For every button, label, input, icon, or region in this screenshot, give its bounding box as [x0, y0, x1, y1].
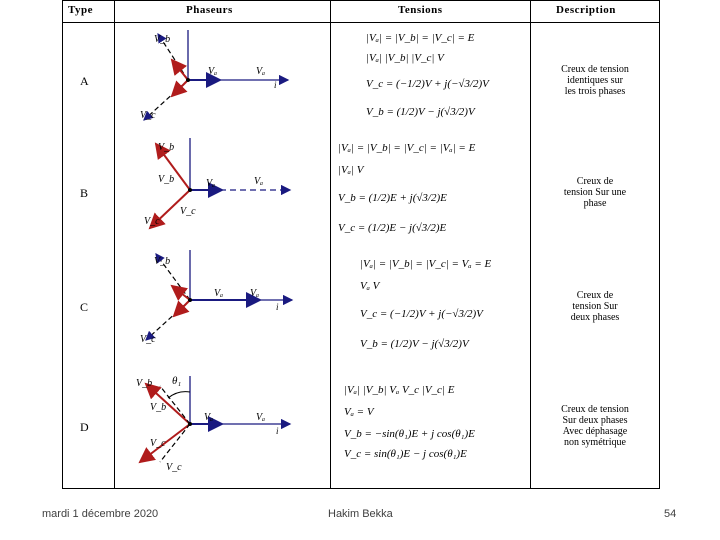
type-label-a: A: [80, 74, 89, 88]
phasor-label: Vₐ: [206, 178, 216, 189]
phasor-diagram-c: [140, 250, 292, 345]
theta-arc: [168, 392, 190, 398]
footer-author: Hakim Bekka: [328, 508, 393, 520]
axis-label: i: [274, 80, 277, 90]
phasor-diagram-d: [136, 375, 290, 473]
origin-point: [188, 298, 192, 302]
origin-point: [188, 422, 192, 426]
phasor-label: V_b: [158, 142, 175, 153]
phasor-label: V_c: [140, 334, 156, 345]
equation-line: |Vₐ| V: [338, 164, 364, 176]
phasor-label: Vₐ: [256, 412, 266, 423]
equation-line: V_b = (1/2)E + j(√3/2)E: [338, 192, 447, 204]
phasor-label: V_c: [140, 110, 156, 121]
equation-line: V_b = (1/2)V − j(√3/2)V: [366, 106, 475, 118]
sag-phasor-c: [174, 300, 190, 316]
equation-line: V_c = (−1/2)V + j(−√3/2)V: [360, 308, 483, 320]
equation-line: V_c = (−1/2)V + j(−√3/2)V: [366, 78, 489, 90]
sag-phasor-b: [172, 286, 190, 300]
header-description: Description: [556, 4, 616, 16]
equation-line: |Vₐ| = |V_b| = |V_c| = E: [366, 32, 475, 44]
header-phasors: Phaseurs: [186, 4, 233, 16]
phasor-label: Vₐ: [250, 288, 260, 299]
equation-line: |Vₐ| = |V_b| = |V_c| = Vₐ = E: [360, 258, 492, 270]
phasor-label: Vₐ: [214, 288, 224, 299]
sag-phasor-c: [172, 80, 188, 96]
equation-line: V_c = (1/2)E − j(√3/2)E: [338, 222, 447, 234]
phasor-label: V_b: [136, 378, 153, 389]
phasor-label: V_c: [180, 206, 196, 217]
phasor-label: Vₐ: [208, 66, 218, 77]
phasor-label: V_c: [144, 216, 160, 227]
description-a: Creux de tension identiques sur les trois phases: [561, 64, 629, 97]
sag-phasor-b: [172, 60, 188, 80]
equation-line: V_c = sin(θ₁)E − j cos(θ₁)E: [344, 448, 467, 460]
page-number: 54: [664, 508, 677, 520]
equation-line: V_b = (1/2)V − j(√3/2)V: [360, 338, 469, 350]
footer-date: mardi 1 décembre 2020: [42, 508, 159, 520]
origin-point: [188, 188, 192, 192]
equation-line: |Vₐ| |V_b| |V_c| V: [366, 52, 444, 64]
phasor-diagram-a: [140, 30, 288, 121]
phasor-label: V_b: [154, 34, 171, 45]
phasor-label: V_b: [158, 174, 175, 185]
phasor-label: Vₐ: [254, 176, 264, 187]
header-voltages: Tensions: [398, 4, 443, 16]
equation-line: Vₐ V: [360, 280, 380, 292]
phasor-diagram-b: [144, 138, 290, 228]
phasor-label: V_b: [150, 402, 167, 413]
phasor-label: V_b: [154, 256, 171, 267]
equation-line: |Vₐ| = |V_b| = |V_c| = |Vₐ| = E: [338, 142, 476, 154]
phasor-label: V_c: [150, 438, 166, 449]
theta-label: θ₁: [172, 375, 182, 387]
origin-point: [186, 78, 190, 82]
type-label-d: D: [80, 420, 89, 434]
phasor-label: V_c: [166, 462, 182, 473]
equation-line: |Vₐ| |V_b| Vₐ V_c |V_c| E: [344, 384, 455, 396]
equation-line: V_b = −sin(θ₁)E + j cos(θ₁)E: [344, 428, 475, 440]
description-d: Creux de tension Sur deux phases Avec déphasage non symétrique: [561, 404, 629, 448]
equation-line: Vₐ = V: [344, 406, 374, 418]
axis-label: i: [276, 426, 279, 436]
phasor-label: Vₐ: [204, 412, 214, 423]
header-type: Type: [68, 4, 94, 16]
phasor-label: Vₐ: [256, 66, 266, 77]
description-b: Creux de tension Sur une phase: [563, 176, 627, 209]
type-label-b: B: [80, 186, 89, 200]
axis-label: i: [276, 302, 279, 312]
type-label-c: C: [80, 300, 89, 314]
description-c: Creux de tension Sur deux phases: [570, 290, 620, 323]
